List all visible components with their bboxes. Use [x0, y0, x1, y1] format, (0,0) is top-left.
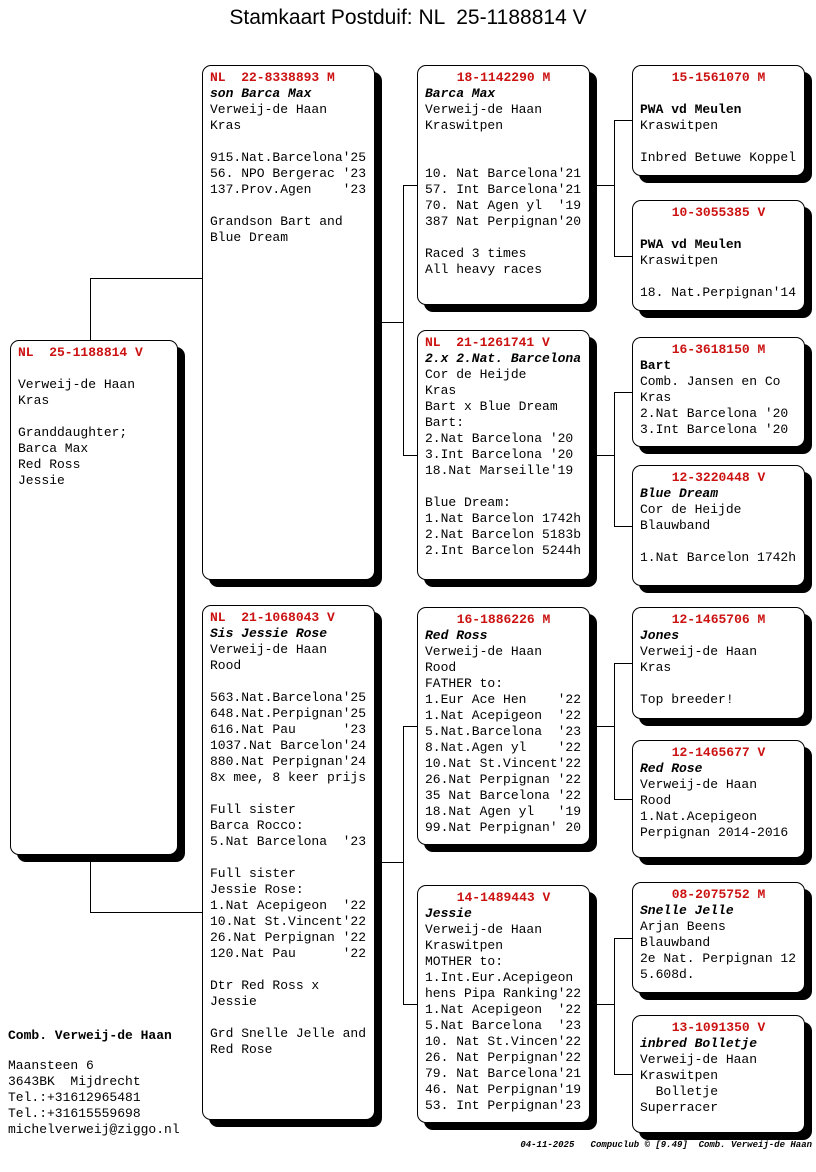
box-line: Verweij-de Haan	[640, 777, 758, 792]
connector-line	[403, 455, 418, 456]
box-line	[18, 361, 170, 377]
connector-line	[614, 1074, 633, 1075]
box-line: Jessie	[210, 994, 257, 1009]
box-line: Cor de Heijde	[425, 367, 527, 382]
box-line: Kras	[425, 383, 457, 398]
box-line: 70. Nat Agen yl '19	[425, 198, 582, 213]
box-line: hens Pipa Ranking'22	[425, 986, 582, 1001]
ring-number: 16-1886226 M	[456, 612, 551, 627]
box-line: Kras	[640, 390, 672, 405]
box-line	[210, 786, 367, 802]
box-line: 18. Nat.Perpignan'14	[640, 285, 797, 300]
connector-line	[375, 862, 404, 863]
box-line: Blue Dream	[210, 230, 289, 245]
box-body	[18, 361, 170, 489]
box-line	[210, 674, 367, 690]
ring-number: 12-1465677 V	[671, 745, 766, 760]
box-line: 1.Nat Acepigeon '22	[210, 898, 367, 913]
pedigree-box-father	[202, 65, 375, 580]
connector-line	[375, 322, 404, 323]
box-line: Barca Max	[18, 441, 89, 456]
pedigree-box-grandparent	[417, 65, 590, 305]
box-line	[210, 962, 367, 978]
box-line: 3.Int Barcelona '20	[640, 422, 789, 437]
box-line: Verweij-de Haan	[210, 102, 328, 117]
box-line: 57. Int Barcelona'21	[425, 182, 582, 197]
box-line: 10. Nat St.Vincen'22	[425, 1034, 582, 1049]
box-line: 1.Int.Eur.Acepigeon	[425, 970, 574, 985]
box-line	[425, 230, 582, 246]
box-line: Barca Max	[425, 86, 496, 101]
connector-line	[614, 663, 615, 800]
connector-line	[614, 392, 615, 527]
connector-line	[614, 938, 633, 939]
box-line: 5.608d.	[640, 967, 695, 982]
box-body	[640, 903, 797, 983]
connector-line	[590, 726, 615, 727]
box-line: 3643BK Mijdrecht	[8, 1074, 141, 1089]
box-line: Kras	[640, 660, 672, 675]
credits-line: 04-11-2025 Compuclub © [9.49] Comb. Verweij-de Haan	[520, 1140, 812, 1150]
box-line: Kraswitpen	[425, 118, 504, 133]
pedigree-box-grandparent	[417, 885, 590, 1123]
box-line: Dtr Red Ross x	[210, 978, 320, 993]
box-line: 2.Nat Barcelona '20	[640, 406, 789, 421]
box-body	[640, 358, 797, 438]
box-line: 1.Nat Acepigeon '22	[425, 1002, 582, 1017]
box-body	[210, 626, 367, 1058]
box-line: Verweij-de Haan	[425, 922, 543, 937]
pedigree-box-great-grandparent	[632, 607, 805, 719]
box-line: 616.Nat Pau '23	[210, 722, 367, 737]
connector-line	[90, 912, 203, 913]
box-line: Perpignan 2014-2016	[640, 825, 789, 840]
box-line: 5.Nat Barcelona '23	[210, 834, 367, 849]
box-line: 2.Int Barcelon 5244h	[425, 543, 582, 558]
owner-address	[8, 1058, 180, 1138]
box-line	[640, 269, 797, 285]
box-line: 18.Nat Marseille'19	[425, 463, 574, 478]
connector-line	[590, 1004, 615, 1005]
box-line: 1.Nat.Acepigeon	[640, 809, 758, 824]
connector-line	[614, 120, 633, 121]
box-line: Cor de Heijde	[640, 502, 742, 517]
box-line: Jessie	[425, 906, 472, 921]
box-line: Kraswitpen	[640, 253, 719, 268]
ring-number: 12-3220448 V	[671, 470, 766, 485]
box-line: Kraswitpen	[640, 118, 719, 133]
connector-line	[614, 526, 633, 527]
ring-number: 15-1561070 M	[671, 70, 766, 85]
owner-block	[8, 1028, 180, 1138]
box-line: Grd Snelle Jelle and	[210, 1026, 367, 1041]
box-line: 2.Nat Barcelon 5183b	[425, 527, 582, 542]
connector-line	[614, 663, 633, 664]
box-line: 120.Nat Pau '22	[210, 946, 367, 961]
box-line: Bart:	[425, 415, 465, 430]
connector-line	[403, 185, 418, 186]
connector-line	[90, 278, 91, 340]
box-line: Verweij-de Haan	[640, 644, 758, 659]
box-line: All heavy races	[425, 262, 543, 277]
box-line: 5.Nat.Barcelona '23	[425, 724, 582, 739]
box-line	[640, 221, 797, 237]
box-line: Bart x Blue Dream	[425, 399, 558, 414]
box-line: 880.Nat Perpignan'24	[210, 754, 367, 769]
box-line: Red Rose	[210, 1042, 273, 1057]
box-line: Rood	[425, 660, 457, 675]
box-line: Jessie Rose:	[210, 882, 304, 897]
box-line: 10.Nat St.Vincent'22	[210, 914, 367, 929]
ring-number: NL 21-1261741 V	[425, 335, 550, 350]
pedigree-box-great-grandparent	[632, 740, 805, 858]
box-line: Red Ross	[18, 457, 81, 472]
box-line: Maansteen 6	[8, 1058, 94, 1073]
box-line: Blue Dream:	[425, 495, 511, 510]
box-line: Tel.:+31615559698	[8, 1106, 141, 1121]
box-line: Top breeder!	[640, 692, 734, 707]
box-line: Full sister	[210, 802, 296, 817]
box-line: Verweij-de Haan	[640, 1052, 758, 1067]
box-line	[210, 134, 367, 150]
owner-name: Comb. Verweij-de Haan	[8, 1028, 172, 1043]
ring-number: 16-3618150 M	[671, 342, 766, 357]
connector-line	[614, 120, 615, 257]
box-line: 26.Nat Perpignan '22	[425, 772, 582, 787]
box-line: 563.Nat.Barcelona'25	[210, 690, 367, 705]
box-body	[640, 1036, 797, 1116]
box-line: 3.Int Barcelona '20	[425, 447, 574, 462]
ring-number: 18-1142290 M	[456, 70, 551, 85]
box-line	[640, 134, 797, 150]
box-line: Blauwband	[640, 935, 711, 950]
box-line: PWA vd Meulen	[640, 237, 742, 252]
box-line: Verweij-de Haan	[425, 102, 543, 117]
box-line: 8.Nat.Agen yl '22	[425, 740, 582, 755]
pedigree-box-grandparent	[417, 607, 590, 845]
box-line: 79. Nat Barcelona'21	[425, 1066, 582, 1081]
box-line	[210, 198, 367, 214]
box-line: Kras	[210, 118, 242, 133]
box-line: Blue Dream	[640, 486, 719, 501]
ring-number: 10-3055385 V	[671, 205, 766, 220]
connector-line	[614, 256, 633, 257]
box-line: michelverweij@ziggo.nl	[8, 1122, 180, 1137]
box-line: Verweij-de Haan	[210, 642, 328, 657]
ring-number: 08-2075752 M	[671, 887, 766, 902]
pedigree-box-great-grandparent	[632, 65, 805, 176]
box-line: MOTHER to:	[425, 954, 504, 969]
box-line: PWA vd Meulen	[640, 102, 742, 117]
box-line: 915.Nat.Barcelona'25	[210, 150, 367, 165]
box-line: 137.Prov.Agen '23	[210, 182, 367, 197]
connector-line	[403, 726, 418, 727]
box-line: Barca Rocco:	[210, 818, 304, 833]
box-line: Rood	[640, 793, 672, 808]
box-body	[425, 86, 582, 278]
box-line: Rood	[210, 658, 242, 673]
box-body	[640, 486, 797, 566]
ring-number: 13-1091350 V	[671, 1020, 766, 1035]
box-body	[640, 86, 797, 166]
box-line: Bart	[640, 358, 672, 373]
pedigree-box-great-grandparent	[632, 465, 805, 586]
connector-line	[590, 455, 615, 456]
box-line	[425, 134, 582, 150]
box-line: Kras	[18, 393, 50, 408]
box-line: Superracer	[640, 1100, 719, 1115]
pedigree-box-subject	[10, 340, 178, 855]
box-line: 1.Nat Barcelon 1742h	[425, 511, 582, 526]
box-body	[210, 86, 367, 246]
box-line: Snelle Jelle	[640, 903, 734, 918]
box-line: Kraswitpen	[425, 938, 504, 953]
box-line: 35 Nat Barcelona '22	[425, 788, 582, 803]
pedigree-box-great-grandparent	[632, 200, 805, 311]
box-line: 56. NPO Bergerac '23	[210, 166, 367, 181]
box-line: son Barca Max	[210, 86, 312, 101]
box-line: 2.Nat Barcelona '20	[425, 431, 574, 446]
box-line: Verweij-de Haan	[425, 644, 543, 659]
pedigree-box-grandparent	[417, 330, 590, 580]
box-line: 10. Nat Barcelona'21	[425, 166, 582, 181]
box-line: 10.Nat St.Vincent'22	[425, 756, 582, 771]
box-line: Jones	[640, 628, 680, 643]
connector-line	[614, 938, 615, 1075]
box-line: Sis Jessie Rose	[210, 626, 328, 641]
box-line	[640, 86, 797, 102]
box-line: FATHER to:	[425, 676, 504, 691]
box-body	[425, 906, 582, 1114]
box-line: 5.Nat Barcelona '23	[425, 1018, 582, 1033]
box-line: Red Ross	[425, 628, 488, 643]
box-line	[210, 1010, 367, 1026]
box-line	[425, 479, 582, 495]
box-line	[210, 850, 367, 866]
box-line: Inbred Betuwe Koppel	[640, 150, 797, 165]
box-line: 99.Nat Perpignan' 20	[425, 820, 582, 835]
box-line: Comb. Jansen en Co	[640, 374, 781, 389]
box-body	[640, 221, 797, 301]
box-line: Blauwband	[640, 518, 711, 533]
box-line: 648.Nat.Perpignan'25	[210, 706, 367, 721]
ring-number: 12-1465706 M	[671, 612, 766, 627]
box-line: Arjan Beens	[640, 919, 726, 934]
pedigree-box-great-grandparent	[632, 882, 805, 993]
box-line: inbred Bolletje	[640, 1036, 758, 1051]
box-line: 8x mee, 8 keer prijs	[210, 770, 367, 785]
box-line: 53. Int Perpignan'23	[425, 1098, 582, 1113]
box-line	[640, 676, 797, 692]
ring-number: 14-1489443 V	[456, 890, 551, 905]
box-line: Verweij-de Haan	[18, 377, 136, 392]
box-line: 46. Nat Perpignan'19	[425, 1082, 582, 1097]
box-line: Bolletje	[640, 1084, 719, 1099]
box-line: Raced 3 times	[425, 246, 527, 261]
box-line: 2.x 2.Nat. Barcelona	[425, 351, 582, 366]
connector-line	[590, 185, 615, 186]
pedigree-box-great-grandparent	[632, 337, 805, 447]
box-line: 1037.Nat Barcelon'24	[210, 738, 367, 753]
connector-line	[614, 799, 633, 800]
box-body	[425, 628, 582, 836]
box-body	[640, 761, 797, 841]
ring-number: NL 25-1188814 V	[18, 345, 143, 360]
box-line: Kraswitpen	[640, 1068, 719, 1083]
box-line: 26.Nat Perpignan '22	[210, 930, 367, 945]
connector-line	[403, 185, 404, 456]
connector-line	[90, 278, 203, 279]
box-line: Grandson Bart and	[210, 214, 343, 229]
box-line: Red Rose	[640, 761, 703, 776]
ring-number: NL 21-1068043 V	[210, 610, 335, 625]
box-line: 1.Nat Barcelon 1742h	[640, 550, 797, 565]
box-line: 387 Nat Perpignan'20	[425, 214, 582, 229]
box-line	[18, 409, 170, 425]
box-body	[425, 351, 582, 559]
connector-line	[90, 855, 91, 912]
box-line	[640, 534, 797, 550]
box-body	[640, 628, 797, 708]
connector-line	[403, 1004, 418, 1005]
connector-line	[614, 392, 633, 393]
page-title: Stamkaart Postduif: NL 25-1188814 V	[229, 6, 587, 29]
box-line: Full sister	[210, 866, 296, 881]
box-line: Granddaughter;	[18, 425, 128, 440]
ring-number: NL 22-8338893 M	[210, 70, 335, 85]
box-line: Jessie	[18, 473, 65, 488]
pedigree-box-great-grandparent	[632, 1015, 805, 1133]
box-line: 18.Nat Agen yl '19	[425, 804, 582, 819]
box-line: 2e Nat. Perpignan 12	[640, 951, 797, 966]
box-line	[425, 150, 582, 166]
connector-line	[403, 726, 404, 1005]
box-line: 1.Eur Ace Hen '22	[425, 692, 582, 707]
pedigree-box-mother	[202, 605, 375, 1120]
box-line: 1.Nat Acepigeon '22	[425, 708, 582, 723]
box-line: Tel.:+31612965481	[8, 1090, 141, 1105]
box-line: 26. Nat Perpignan'22	[425, 1050, 582, 1065]
